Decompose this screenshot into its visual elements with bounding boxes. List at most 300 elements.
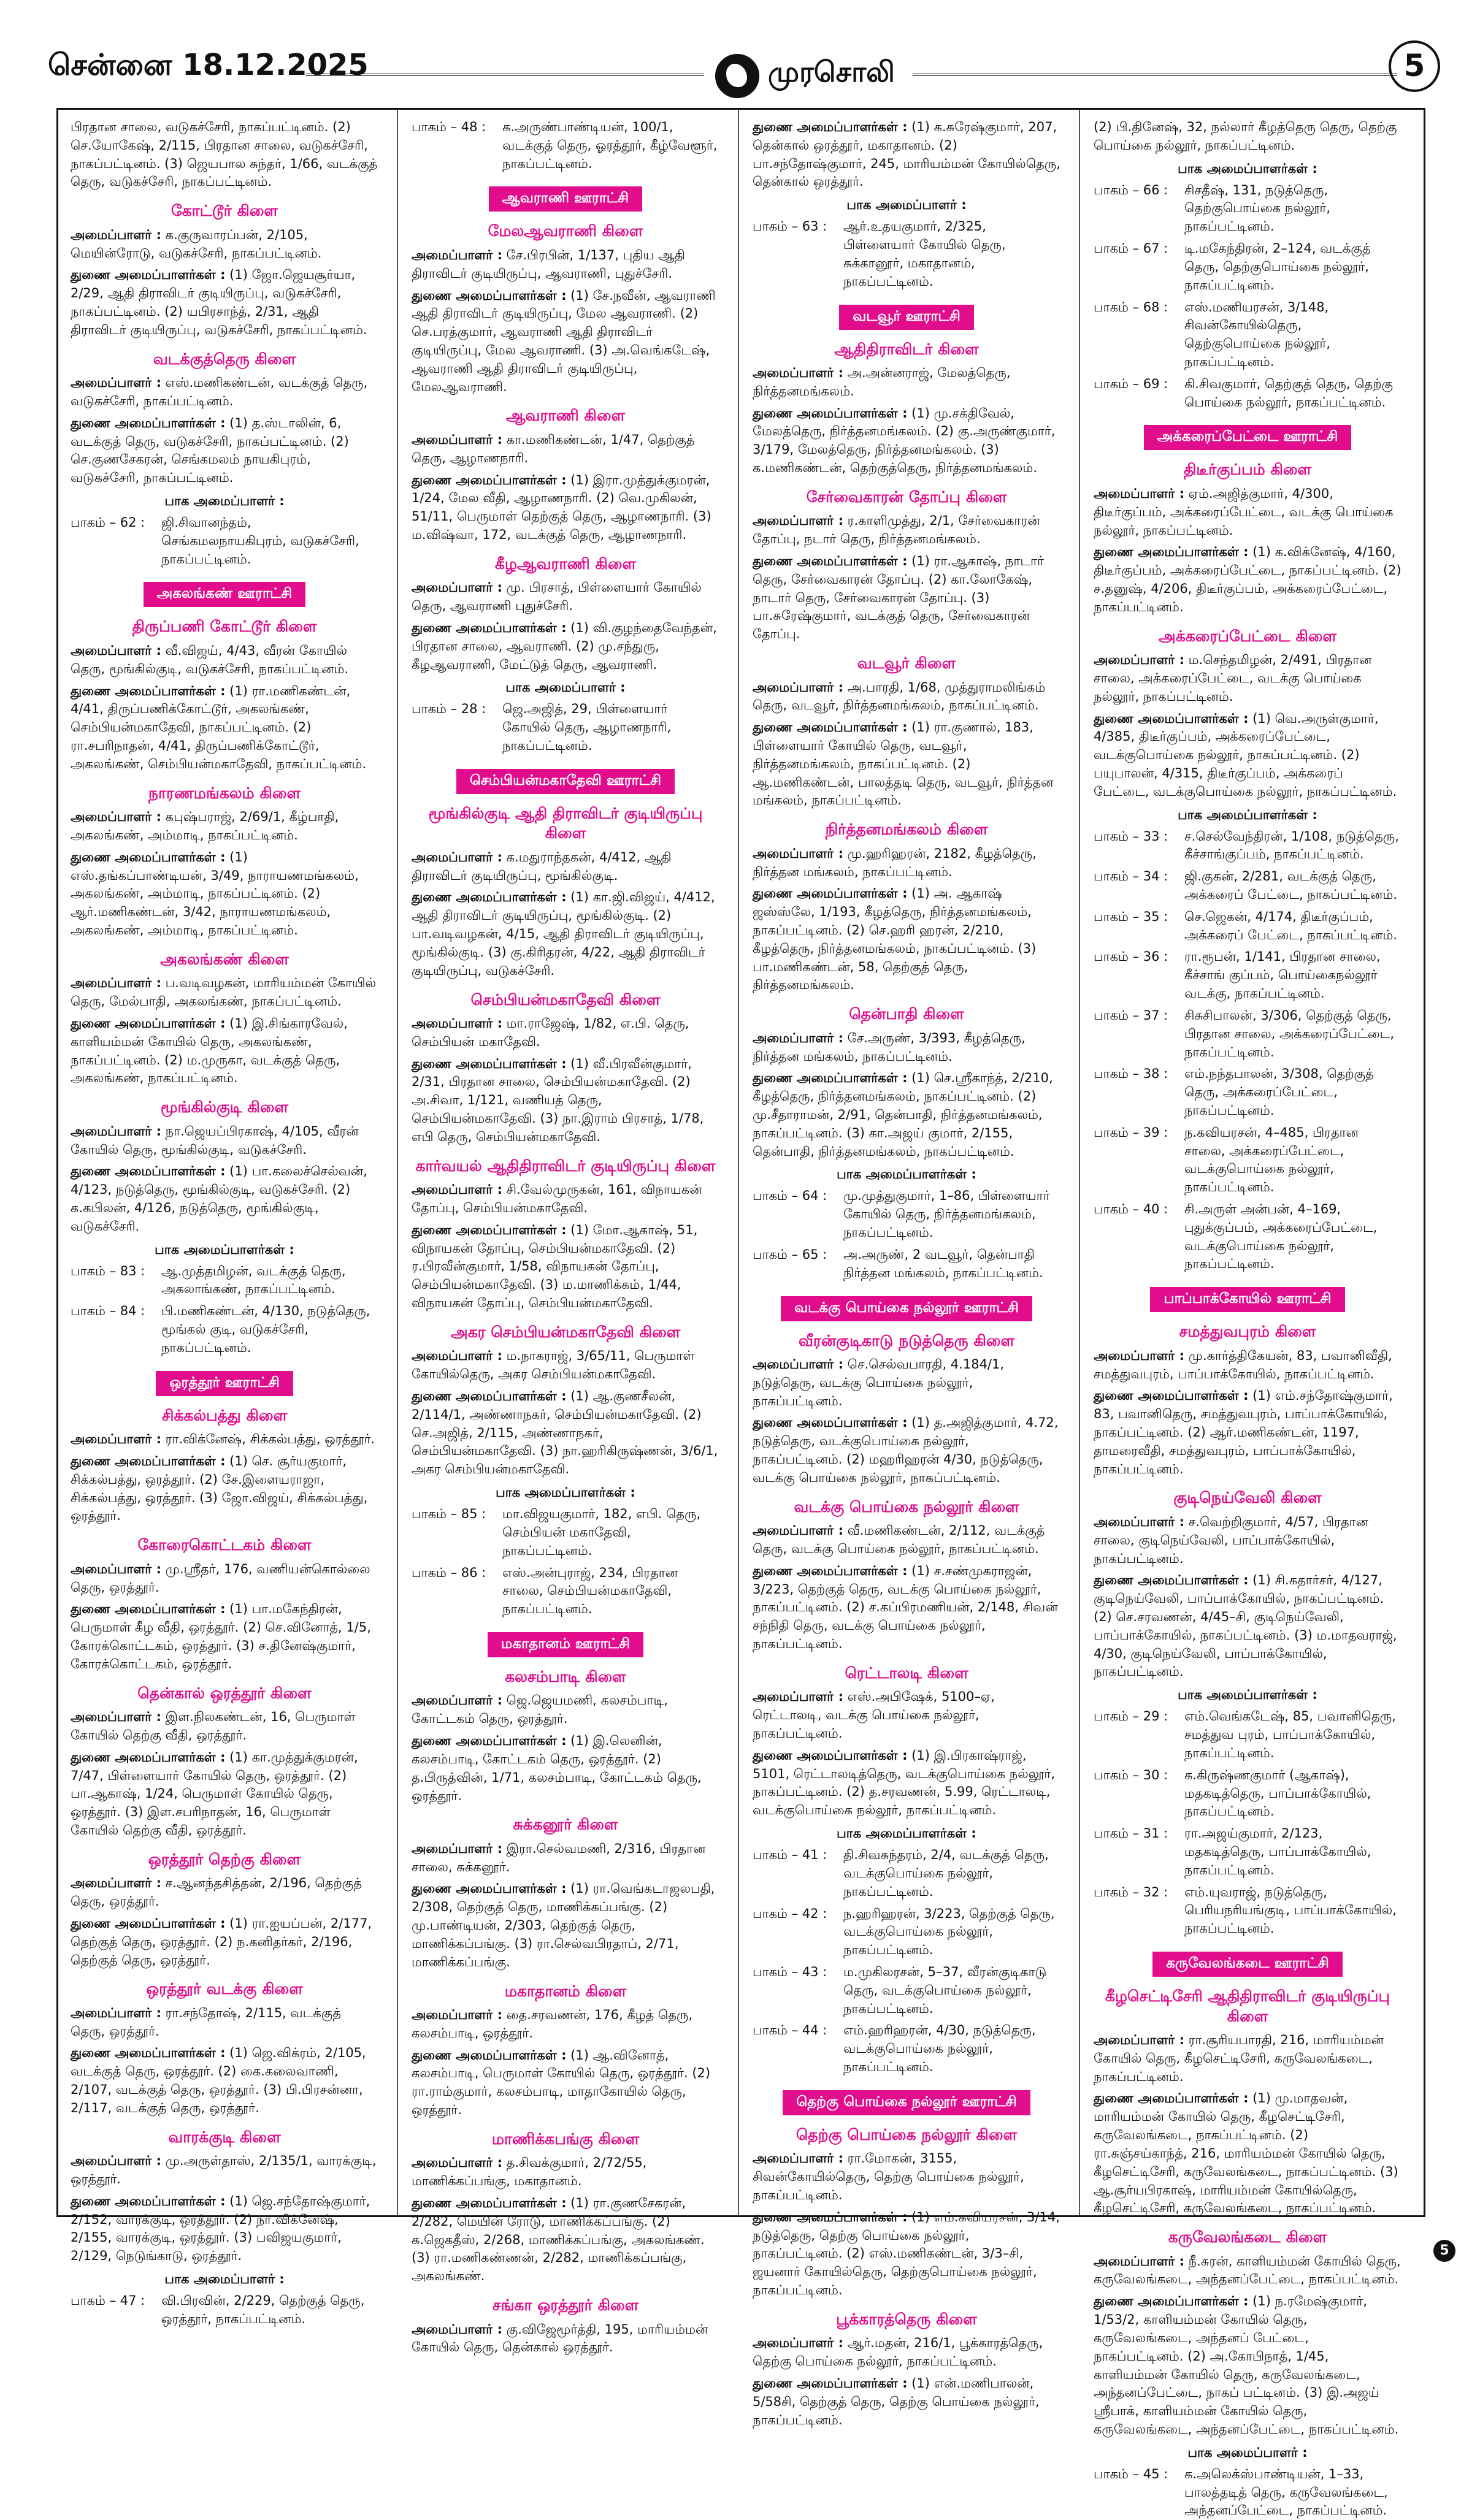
role-label: அமைப்பாளர் : — [753, 1523, 843, 1538]
role-label: அமைப்பாளர் : — [753, 1689, 843, 1705]
organiser-entry — [753, 2150, 1060, 2204]
part-heading: பாக அமைப்பாளர்கள் : — [496, 1485, 635, 1500]
entry-text: ஆர்.உதயகுமார், 2/325, பிள்ளையார் கோயில் தெரு, சுக்கானூர், மகாதானம், நாகப்பட்டினம். — [843, 219, 1006, 289]
role-label: அமைப்பாளர் : — [71, 809, 161, 825]
role-label: துணை அமைப்பாளர்கள் : — [753, 2209, 908, 2224]
entry-text: ஜெ.ஜெயமணி, கலசம்பாடி, கோட்டகம் தெரு, ஒரத்தூர். — [412, 1693, 668, 1727]
entry-text: செ.ஜெகன், 4/174, திடீர்குப்பம், அக்கரைப் பேட்டை, நாகப்பட்டினம். — [1184, 909, 1397, 942]
entry-text: (1) ஜோ.ஜெயசூர்யா, 2/29, ஆதி திராவிடர் குடியிருப்பு, வடுகச்சேரி, நாகப்பட்டினம். (2) யபிரசாந்த், 2/31, ஆதி திராவிடர் குடியிருப்பு, வடுகச்சேரி, நாகப்பட்டினம். — [71, 267, 367, 337]
branch-heading: ஆதிதிராவிடர் கிளை — [834, 340, 979, 358]
entry-text: க.அருண்பாண்டியன், 100/1, வடக்குத் தெரு, ஓரத்தூர், கீழ்வேளூர், நாகப்பட்டினம். — [502, 120, 718, 171]
part-entry — [753, 1846, 1060, 1901]
part-entry — [1094, 1124, 1401, 1197]
role-label: துணை அமைப்பாளர்கள் : — [71, 1602, 226, 1617]
part-entry — [1094, 1201, 1401, 1273]
part-number: பாகம் – 28 : — [412, 701, 486, 717]
entry-text: கு.விஜேமூர்த்தி, 195, மாரியம்மன் கோயில் தெரு, தென்கால் ஒரத்தூர். — [412, 2321, 708, 2355]
entry-text: தை.சரவணன், 176, கீழத் தெரு, கலசம்பாடி, ஒரத்தூர். — [412, 2007, 693, 2041]
deputy-entry — [71, 266, 378, 339]
branch-heading: அகர செம்பியன்மகாதேவி கிளை — [450, 1323, 681, 1341]
role-label: துணை அமைப்பாளர்கள் : — [753, 886, 908, 901]
entry-text: (1) மு.சக்திவேல், மேலத்தெரு, நிர்த்தனமங்கலம். (2) கு.அருண்குமார், 3/179, மேலத்தெரு, நிர்த்தனமங்கலம். (3) க.மணிகண்டன், தெற்குத்தெரு, நிர்த்தனமங்கலம். — [753, 405, 1056, 476]
entry-text: ப.வடிவழகன், மாரியம்மன் கோயில் தெரு, மேல்பாதி, அகலங்கண், நாகப்பட்டினம். — [71, 976, 377, 1009]
entry-text: (1) என்.மணிபாலன், 5/58சி, தெற்குத் தெரு, தெற்கு பொய்கை நல்லூர், நாகப்பட்டினம். — [753, 2375, 1040, 2427]
part-entry — [412, 700, 719, 755]
column-1 — [62, 115, 387, 2326]
entry-text: மு.கார்த்திகேயன், 83, பவானிவீதி, சமத்துவபுரம், பாப்பாக்கோயில், நாகப்பட்டினம். — [1094, 1348, 1392, 1381]
entry-text: (1) ரா.வெங்கடாஜலபதி, 2/308, தெற்குத் தெரு, மாணிக்கப்பங்கு. (2) மு.பாண்டியன், 2/303, தெற்குத் தெரு, மாணிக்கப்பங்கு. (3) ரா.செல்வபிரதாப், 2/71, மாணிக்கப்பங்கு. — [412, 1881, 715, 1969]
part-entry — [1094, 948, 1401, 1002]
role-label: துணை அமைப்பாளர்கள் : — [412, 2196, 567, 2210]
ward-banner: கருவேலங்கடை ஊராட்சி — [1152, 1952, 1343, 1977]
branch-heading: தென்கால் ஒரத்தூர் கிளை — [137, 1684, 312, 1702]
branch-heading: கருவேலங்கடை கிளை — [1168, 2228, 1327, 2247]
branch-heading: கோட்டூர் கிளை — [171, 202, 278, 220]
role-label: துணை அமைப்பாளர்கள் : — [71, 1015, 226, 1031]
role-label: அமைப்பாளர் : — [71, 1432, 161, 1447]
branch-heading: கார்வயல் ஆதிதிராவிடர் குடியிருப்பு கிளை — [415, 1156, 716, 1175]
organiser-entry — [1094, 1347, 1401, 1384]
entry-text: (1) வெ.அருள்குமார், 4/385, திடீர்குப்பம், அக்கரைப்பேட்டை, வடக்குபொய்கை நல்லூர், நாகப்பட்டினம். (2) பயுபாலன், 4/315, திடீர்குப்பம், அக்கரைப் பேட்டை, வடக்குபொய்கை நல்லூர், நாகப்பட்டினம். — [1094, 711, 1397, 799]
entry-text: (1) மு.மாதவன், மாரியம்மன் கோயில் தெரு, கீழசெட்டிசேரி, கருவேலங்கடை, நாகப்பட்டினம். (2) ரா.சுஞ்சய்காந்த், 216, மாரியம்மன் கோயில் தெரு, கீழசெட்டிசேரி, கருவேலங்கடை, நாகப்பட்டினம். (3) ஆ.சூர்யபிரகாஷ், மாரியம்மன் கோயில்தெரு, கீழசெட்டிசேரி, கருவேலங்கடை, நாகப்பட்டினம். — [1094, 2091, 1398, 2216]
role-label: அமைப்பாளர் : — [1094, 2033, 1184, 2047]
entry-text: (1) க.சுரேஷ்குமார், 207, தென்கால் ஒரத்தூர், மகாதானம். (2) பா.சந்தோஷ்குமார், 245, மாரியம்மன் கோயில்தெரு, தென்கால் ஒரத்தூர். — [753, 120, 1060, 189]
entry-text: மா.ராஜேஷ், 1/82, எ.பி. தெரு, செம்பியன் மகாதேவி. — [412, 1016, 689, 1049]
entry-text: வீ.விஜய், 4/43, வீரன் கோயில் தெரு, மூங்கில்குடி, வடுகச்சேரி, நாகப்பட்டினம். — [71, 643, 349, 676]
entry-text: எஸ்.மணியரசன், 3/148, சிவன்கோயில்தெரு, தெற்குபொய்கை நல்லூர், நாகப்பட்டினம். — [1184, 299, 1331, 369]
branch-heading: கோரைகொட்டகம் கிளை — [137, 1536, 312, 1554]
part-number: பாகம் – 32 : — [1094, 1884, 1168, 1900]
continued-text: (2) பி.தினேஷ், 32, நல்லார் கீழத்தெரு தெரு, தெற்கு பொய்கை நல்லூர், நாகப்பட்டினம். — [1094, 120, 1397, 153]
entry-text: இள.நிலகண்டன், 16, பெருமாள் கோயில் தெற்கு வீதி, ஒரத்தூர். — [71, 1709, 356, 1743]
entry-text: மு.ஹரிஹரன், 2182, கீழத்தெரு, நிர்த்தன மங்கலம், நாகப்பட்டினம். — [753, 846, 1037, 879]
entry-text: வி.பிரவின், 2/229, தெற்குத் தெரு, ஒரத்தூர், நாகப்பட்டினம். — [161, 2293, 365, 2326]
entry-text: (1) செ.ஸ்ரீகாந்த், 2/210, கீழத்தெரு, நிர்த்தனமங்கலம், நாகப்பட்டினம். (2) மு.சீதாராமன், 2/91, தென்பாதி, நிர்த்தனமங்கலம், நாகப்பட்டினம். (3) கா.அஜய் குமார், 2/155, தென்பாதி, நிர்த்தனமங்கலம், நாகப்பட்டினம். — [753, 1071, 1053, 1159]
part-number: பாகம் – 67 : — [1094, 241, 1168, 256]
deputy-entry — [412, 2047, 719, 2120]
part-entry — [412, 118, 719, 173]
part-entry — [1094, 2465, 1401, 2520]
organiser-entry — [412, 579, 719, 616]
role-label: துணை அமைப்பாளர்கள் : — [71, 2193, 226, 2209]
entry-text: (1) இ.பிரகாஷ்ராஜ், 5101, ரெட்டாலடித்தெரு, வடக்குபொய்கை நல்லூர், நாகப்பட்டினம். (2) த.சரவணன், 5.99, ரெட்டாலடி, வடக்குபொய்கை நல்லூர், நாகப்பட்டினம். — [753, 1747, 1056, 1818]
entry-text: (1) த.ஸ்டாலின், 6, வடக்குத் தெரு, வடுகச்சேரி, நாகப்பட்டினம். (2) செ.குணசேகரன், செங்கமலம் நாயகிபுரம், வடுகச்சேரி, நாகப்பட்டினம். — [71, 415, 349, 486]
deputy-entry — [412, 472, 719, 544]
organiser-entry — [71, 1560, 378, 1597]
entry-text: மு.முத்துகுமார், 1–86, பிள்ளையார் கோயில் தெரு, நிர்த்தனமங்கலம், நாகப்பட்டினம். — [843, 1188, 1050, 1240]
role-label: துணை அமைப்பாளர்கள் : — [412, 1222, 567, 1237]
role-label: அமைப்பாளர் : — [412, 849, 502, 865]
role-label: அமைப்பாளர் : — [753, 679, 843, 695]
entry-text: ம.செந்தமிழன், 2/491, பிரதான சாலை, அக்கரைப்பேட்டை, வடக்கு பொய்கை நல்லூர், நாகப்பட்டினம். — [1094, 652, 1372, 704]
role-label: துணை அமைப்பாளர்கள் : — [71, 1453, 226, 1468]
organiser-entry — [412, 2154, 719, 2191]
role-label: அமைப்பாளர் : — [71, 2153, 161, 2169]
part-number: பாகம் – 44 : — [753, 2023, 827, 2038]
role-label: துணை அமைப்பாளர்கள் : — [1094, 2091, 1249, 2106]
entry-text: (1) வீ.பிரவீன்குமார், 2/31, பிரதான சாலை, செம்பியன்மகாதேவி. (2) அ.சிவா, 1/121, வணியத் தெரு, செம்பியன்மகாதேவி. (3) நா.இராம் பிரசாத், 1/78, எபி தெரு, செம்பியன்மகாதேவி. — [412, 1056, 704, 1144]
deputy-entry — [71, 682, 378, 774]
role-label: அமைப்பாளர் : — [753, 1030, 843, 1045]
organiser-entry — [753, 512, 1060, 549]
deputy-entry — [412, 2194, 719, 2286]
branch-heading: கீழஆவராணி கிளை — [494, 554, 637, 573]
entry-text: கபுஷ்பராஜ், 2/69/1, கீழ்பாதி, அகலங்கண், அம்மாடி, நாகப்பட்டினம். — [71, 809, 339, 842]
entry-text: ம.நாகராஜ், 3/65/11, பெருமாள் கோயில்தெரு, அகர செம்பியன்மகாதேவி. — [412, 1348, 695, 1382]
deputy-entry — [71, 1915, 378, 1969]
organiser-entry — [71, 642, 378, 679]
branch-heading: சேர்வைகாரன் தோப்பு கிளை — [806, 487, 1007, 506]
entry-text: மு.ஸ்ரீதர், 176, வணியன்கொல்லை தெரு, ஒரத்தூர். — [71, 1561, 370, 1595]
role-label: துணை அமைப்பாளர்கள் : — [71, 267, 226, 283]
organiser-entry — [412, 2321, 719, 2358]
part-number: பாகம் – 86 : — [412, 1565, 486, 1580]
entry-text: ரா.விக்னேஷ், சிக்கல்பத்து, ஒரத்தூர். — [165, 1432, 375, 1447]
role-label: அமைப்பாளர் : — [753, 2335, 843, 2351]
branch-heading: மாணிக்கபங்கு கிளை — [491, 2129, 640, 2148]
organiser-entry — [412, 1181, 719, 1218]
part-number: பாகம் – 43 : — [753, 1964, 827, 1979]
branch-heading: சிக்கல்பத்து கிளை — [161, 1406, 288, 1424]
role-label: அமைப்பாளர் : — [412, 2155, 502, 2171]
entry-text: சி.அருள் அன்பன், 4–169, புதுக்குப்பம், அக்கரைப்பேட்டை, வடக்குபொய்கை நல்லூர், நாகப்பட்டினம். — [1184, 1202, 1378, 1272]
organiser-entry — [412, 2006, 719, 2043]
deputy-entry — [71, 1749, 378, 1840]
ward-banner: தெற்கு பொய்கை நல்லூர் ஊராட்சி — [783, 2090, 1030, 2115]
organiser-entry — [412, 1015, 719, 1052]
entry-text: ந.கவியரசன், 4–485, பிரதான சாலை, அக்கரைப்பேட்டை, வடக்குபொய்கை நல்லூர், நாகப்பட்டினம். — [1184, 1124, 1359, 1195]
entry-text: (1) இ.லெனின், கலசம்பாடி, கோட்டகம் தெரு, ஒரத்தூர். (2) த.பிருத்வின், 1/71, கலசம்பாடி, கோட்டகம் தெரு, ஒரத்தூர். — [412, 1733, 702, 1803]
entry-text: க.மதுராந்தகன், 4/412, ஆதி திராவிடர் குடியிருப்பு, மூங்கில்குடி. — [412, 849, 672, 883]
branch-heading: அக்கரைப்பேட்டை கிளை — [1158, 627, 1337, 645]
part-heading: பாக அமைப்பாளர்கள் : — [837, 1167, 976, 1182]
part-number: பாகம் – 47 : — [71, 2293, 145, 2308]
entry-text: ஜெ.அஜித், 29, பிள்ளையார் கோயில் தெரு, ஆழாணநாரி, நாகப்பட்டினம். — [502, 701, 672, 753]
organiser-entry — [71, 226, 378, 263]
entry-text: அ.பாரதி, 1/68, முத்துராமலிங்கம் தெரு, வடவூர், நிர்த்தனமங்கலம், நாகப்பட்டினம். — [753, 679, 1046, 713]
organiser-entry — [412, 849, 719, 885]
ward-banner: அக்கரைப்பேட்டை ஊராட்சி — [1144, 425, 1352, 450]
entry-text: (1) இரா.முத்துக்குமரன், 1/24, மேல வீதி, ஆழாணநாரி. (2) வெ.முகிலன், 51/11, பெருமாள் தெற்குத் தெரு, ஆழாணநாரி. (3) ம.விஷ்வா, 172, வடக்குத் தெரு, ஆழாணநாரி. — [412, 472, 711, 542]
role-label: அமைப்பாளர் : — [1094, 486, 1184, 501]
part-number: பாகம் – 36 : — [1094, 949, 1168, 964]
entry-text: எம்.யுவராஜ், நடுத்தெரு, பெரியநரியங்குடி, பாப்பாக்கோயில், நாகப்பட்டினம். — [1184, 1884, 1397, 1936]
entry-text: சே.பிரபின், 1/137, புதிய ஆதி திராவிடர் குடியிருப்பு, ஆவராணி, புதுச்சேரி. — [412, 247, 685, 281]
entry-text: எஸ்.மணிகண்டன், வடக்குத் தெரு, வடுகச்சேரி, நாகப்பட்டினம். — [71, 375, 368, 408]
entry-text: ஜி.குகன், 2/281, வடக்குத் தெரு, அக்கரைப் பேட்டை, நாகப்பட்டினம். — [1184, 869, 1397, 902]
role-label: துணை அமைப்பாளர்கள் : — [753, 2375, 908, 2391]
entry-text: (1) ரா.ஆகாஷ், நாடார் தெரு, சேர்வைகாரன் தோப்பு. (2) கா.லோகேஷ், நாடார் தெரு, சேர்வைகாரன் தோப்பு. (3) பா.சுரேஷ்குமார், வடக்குத் தெரு, சேர்வைகாரன் தோப்பு. — [753, 554, 1044, 642]
part-entry — [1094, 240, 1401, 294]
branch-heading: ஆவராணி கிளை — [505, 407, 626, 425]
part-number: பாகம் – 42 : — [753, 1906, 827, 1921]
deputy-entry — [71, 1600, 378, 1673]
organiser-entry — [753, 1356, 1060, 1410]
organiser-entry — [753, 679, 1060, 716]
ward-banner: வடக்கு பொய்கை நல்லூர் ஊராட்சி — [781, 1296, 1032, 1321]
part-number: பாகம் – 37 : — [1094, 1007, 1168, 1023]
role-label: துணை அமைப்பாளர்கள் : — [412, 2047, 567, 2063]
role-label: அமைப்பாளர் : — [412, 1693, 502, 1708]
role-label: துணை அமைப்பாளர்கள் : — [412, 890, 567, 905]
organiser-entry — [1094, 1513, 1401, 1568]
branch-heading: வாரக்குடி கிளை — [168, 2128, 281, 2146]
role-label: அமைப்பாளர் : — [412, 432, 502, 447]
role-label: அமைப்பாளர் : — [412, 1016, 502, 1031]
part-number: பாகம் – 84 : — [71, 1304, 145, 1319]
role-label: அமைப்பாளர் : — [1094, 1514, 1184, 1529]
role-label: துணை அமைப்பாளர்கள் : — [71, 849, 226, 865]
organiser-entry — [71, 1430, 378, 1449]
branch-heading: மகாதானம் கிளை — [504, 1982, 627, 2000]
part-entry — [1094, 375, 1401, 412]
role-label: அமைப்பாளர் : — [753, 2151, 843, 2166]
organiser-entry — [753, 1688, 1060, 1743]
part-heading: பாக அமைப்பாளர் : — [1187, 2445, 1308, 2460]
branch-heading: செம்பியன்மகாதேவி கிளை — [470, 990, 661, 1009]
organiser-entry — [412, 1692, 719, 1728]
deputy-entry — [412, 619, 719, 674]
part-entry — [1094, 181, 1401, 236]
entry-text: சிசதீஷ், 131, நடுத்தெரு, தெற்குபொய்கை நல்லூர், நாகப்பட்டினம். — [1184, 182, 1331, 234]
role-label: அமைப்பாளர் : — [412, 1348, 502, 1364]
organiser-entry — [412, 246, 719, 283]
entry-text: க.குருவாரப்பன், 2/105, மெயின்ரோடு, வடுகச்சேரி, நாகப்பட்டினம். — [71, 227, 322, 261]
role-label: துணை அமைப்பாளர்கள் : — [71, 683, 226, 698]
column-3 — [744, 115, 1069, 2427]
part-heading: பாக அமைப்பாளர்கள் : — [1178, 161, 1317, 176]
entry-text: (1) ந.ரமேஷ்குமார், 1/53/2, காளியம்மன் கோயில் தெரு, கருவேலங்கடை, அந்தனப் பேட்டை, நாகப்பட்டினம். (2) அ.கோபிநாத், 1/45, காளியம்மன் கோயில் தெரு, கருவேலங்கடை, அந்தனப்பேட்டை, நாகப் பட்டினம். (3) இ.அஜய் ஸ்ரீபாக், காளியம்மன் கோயில் தெரு, கருவேலங்கடை, அந்தனப்பேட்டை, நாகப்பட்டினம். — [1094, 2294, 1399, 2437]
part-number: பாகம் – 85 : — [412, 1506, 486, 1522]
role-label: துணை அமைப்பாளர்கள் : — [71, 1749, 226, 1765]
deputy-entry — [753, 552, 1060, 644]
entry-text: கி.சிவகுமார், தெற்குத் தெரு, தெற்கு பொய்கை நல்லூர், நாகப்பட்டினம். — [1184, 376, 1394, 410]
entry-text: அ.அன்னராஜ், மேலத்தெரு, நிர்த்தனமங்கலம். — [753, 365, 1011, 399]
deputy-entry — [753, 1414, 1060, 1487]
part-heading: பாக அமைப்பாளர் : — [164, 494, 285, 508]
footer-page-number: 5 — [1433, 2240, 1455, 2262]
entry-text: நா.ஜெயப்பிரகாஷ், 4/105, வீரன் கோயில் தெரு, மூங்கில்குடி, வடுகச்சேரி. — [71, 1123, 359, 1157]
entry-text: எம்.நந்தபாலன், 3/308, தெற்குத் தெரு, அக்கரைப்பேட்டை, நாகப்பட்டினம். — [1184, 1066, 1374, 1118]
role-label: அமைப்பாளர் : — [412, 1182, 502, 1197]
entry-text: (1) த.அஜித்குமார், 4.72, நடுத்தெரு, வடக்குபொய்கை நல்லூர், நாகப்பட்டினம். (2) மஹரிஹரன் 4/30, நடுத்தெரு, வடக்கு பொய்கை நல்லூர், நாகப்பட்டினம். — [753, 1415, 1059, 1485]
deputy-entry — [412, 1732, 719, 1805]
entry-text: மு. பிரசாத், பிள்ளையார் கோயில் தெரு, ஆவராணி புதுச்சேரி. — [412, 580, 702, 614]
part-number: பாகம் – 35 : — [1094, 909, 1168, 924]
part-number: பாகம் – 40 : — [1094, 1202, 1168, 1216]
entry-text: வீ.மணிகண்டன், 2/112, வடக்குத் தெரு, வடக்கு பொய்கை நல்லூர், நாகப்பட்டினம். — [753, 1523, 1045, 1556]
organiser-entry — [753, 845, 1060, 882]
entry-text: ச.ஆனந்தசித்தன், 2/196, தெற்குத் தெரு, ஒரத்தூர். — [71, 1876, 362, 1909]
organiser-entry — [1094, 2253, 1401, 2289]
part-heading: பாக அமைப்பாளர்கள் : — [1178, 807, 1317, 822]
column-divider — [738, 110, 739, 2215]
entry-text: ந.ஹரிஹரன், 3/223, தெற்குத் தெரு, வடக்குபொய்கை நல்லூர், நாகப்பட்டினம். — [843, 1906, 1055, 1958]
branch-heading: வடக்குத்தெரு கிளை — [153, 349, 296, 368]
branch-heading: ஒரத்தூர் தெற்கு கிளை — [148, 1850, 301, 1868]
part-entry — [1094, 1007, 1401, 1061]
organiser-entry — [71, 374, 378, 411]
entry-text: இரா.செல்வமணி, 2/316, பிரதான சாலை, சுக்கனூர். — [412, 1841, 706, 1874]
entry-text: அ.அருண், 2 வடவூர், தென்பாதி நிர்த்தன மங்கலம், நாகப்பட்டினம். — [843, 1247, 1043, 1280]
role-label: துணை அமைப்பாளர்கள் : — [1094, 544, 1249, 560]
part-entry — [1094, 1825, 1401, 1879]
role-label: அமைப்பாளர் : — [71, 2005, 161, 2020]
entry-text: ரா.சந்தோஷ், 2/115, வடக்குத் தெரு, ஒரத்தூர். — [71, 2005, 341, 2039]
part-heading: பாக அமைப்பாளர்கள் : — [155, 1242, 294, 1257]
entry-text: ரா.ரூபன், 1/141, பிரதான சாலை, கீச்சாங் குப்பம், பொய்கைநல்லூர் வடக்கு, நாகப்பட்டினம். — [1184, 949, 1381, 1001]
branch-heading: பூக்காரத்தெரு கிளை — [836, 2310, 977, 2328]
branch-heading: திடீர்குப்பம் கிளை — [1183, 460, 1312, 479]
entry-text: த.சிவக்குமார், 2/72/55, மாணிக்கப்பங்கு, மகாதானம். — [412, 2155, 647, 2189]
part-entry — [753, 1905, 1060, 1960]
role-label: அமைப்பாளர் : — [1094, 2253, 1184, 2269]
deputy-entry — [412, 287, 719, 397]
part-number: பாகம் – 62 : — [71, 515, 145, 530]
deputy-entry — [1094, 2293, 1401, 2439]
entry-text: (1) சே.நவீன், ஆவராணி ஆதி திராவிடர் குடியிருப்பு, மேல ஆவராணி. (2) செ.பரத்குமார், ஆவராணி ஆதி திராவிடர் குடியிருப்பு, மேல ஆவராணி. (3) அ.வெங்கடேஷ், ஆவராணி ஆதி திராவிடர் குடியிருப்பு, மேலஆவராணி. — [412, 288, 716, 394]
branch-heading: மூங்கில்குடி ஆதி திராவிடர் குடியிருப்பு கிளை — [428, 804, 703, 842]
entry-text: எம்.ஹரிஹரன், 4/30, நடுத்தெரு, வடக்குபொய்கை நல்லூர், நாகப்பட்டினம். — [843, 2023, 1036, 2074]
role-label: துணை அமைப்பாளர்கள் : — [753, 1563, 908, 1578]
part-number: பாகம் – 63 : — [753, 219, 827, 234]
deputy-entry — [71, 1453, 378, 1525]
role-label: துணை அமைப்பாளர்கள் : — [753, 405, 908, 421]
part-entry — [1094, 1708, 1401, 1762]
entry-text: தி.சிவசுந்தரம், 2/4, வடக்குத் தெரு, வடக்குபொய்கை நல்லூர், நாகப்பட்டினம். — [843, 1847, 1049, 1899]
deputy-entry — [753, 1562, 1060, 1654]
branch-heading: ஒரத்தூர் வடக்கு கிளை — [146, 1980, 303, 1998]
part-entry — [753, 1246, 1060, 1283]
role-label: துணை அமைப்பாளர்கள் : — [412, 288, 567, 303]
entry-text: பி.மணிகண்டன், 4/130, நடுத்தெரு, மூங்கல் குடி, வடுகச்சேரி, நாகப்பட்டினம். — [161, 1304, 370, 1355]
entry-text: (1) ஜெ.சந்தோஷ்குமார், 2/152, வாரக்குடி, ஒரத்தூர். (2) நா.விக்னேஷ், 2/155, வாரக்குடி, ஒரத்தூர். (3) பவிஜயகுமார், 2/129, நெடுங்காடு, ஒரத்தூர். — [71, 2193, 370, 2264]
edition-date: சென்னை 18.12.2025 — [48, 48, 369, 82]
entry-text: (1) பா.மகேந்திரன், பெருமாள் கீழ வீதி, ஒரத்தூர். (2) செ.வினோத், 1/5, கோரக்கொட்டகம், ஒரத்தூர். (3) ச.தினேஷ்குமார், கோரக்கொட்டகம், ஒரத்தூர். — [71, 1602, 371, 1671]
branch-heading: வடக்கு பொய்கை நல்லூர் கிளை — [794, 1497, 1019, 1516]
part-entry — [753, 1187, 1060, 1242]
entry-text: கா.மணிகண்டன், 1/47, தெற்குத் தெரு, ஆழாணநாரி. — [412, 432, 695, 465]
part-entry — [1094, 868, 1401, 904]
role-label: அமைப்பாளர் : — [71, 375, 161, 391]
entry-text: ச.செல்வேந்திரன், 1/108, நடுத்தெரு, கீச்சாங்குப்பம், நாகப்பட்டினம். — [1184, 828, 1399, 862]
part-heading: பாக அமைப்பாளர் : — [164, 2272, 285, 2287]
ward-banner: வடவூர் ஊராட்சி — [839, 305, 973, 330]
role-label: துணை அமைப்பாளர்கள் : — [71, 1164, 226, 1179]
part-entry — [71, 514, 378, 568]
organiser-entry — [71, 2004, 378, 2041]
deputy-entry — [753, 719, 1060, 810]
part-number: பாகம் – 66 : — [1094, 182, 1168, 197]
role-label: அமைப்பாளர் : — [71, 643, 161, 658]
role-label: அமைப்பாளர் : — [412, 1841, 502, 1856]
deputy-entry — [71, 1015, 378, 1088]
branch-heading: கீழசெட்டிசேரி ஆதிதிராவிடர் குடியிருப்பு கிளை — [1105, 1987, 1390, 2025]
entry-text: (1) ஆ.வினோத், கலசம்பாடி, பெருமாள் கோயில் தெரு, ஒரத்தூர். (2) ரா.ராம்குமார், கலசம்பாடி, மாதாகோயில் தெரு, ஒரத்தூர். — [412, 2047, 711, 2118]
part-number: பாகம் – 29 : — [1094, 1709, 1168, 1724]
deputy-entry — [753, 118, 1060, 191]
entry-text: எம்.வெங்கடேஷ், 85, பவானிதெரு, சமத்துவ புரம், பாப்பாக்கோயில், நாகப்பட்டினம். — [1184, 1709, 1396, 1760]
deputy-entry — [1094, 1387, 1401, 1478]
entry-text: மு.அருள்தாஸ், 2/135/1, வாரக்குடி, ஒரத்தூர். — [71, 2153, 377, 2186]
deputy-entry — [753, 1069, 1060, 1161]
deputy-entry — [71, 849, 378, 940]
role-label: துணை அமைப்பாளர்கள் : — [753, 720, 908, 735]
role-label: துணை அமைப்பாளர்கள் : — [412, 1881, 567, 1896]
entry-text: எஸ்.அபிஷேக், 5100–ஏ, ரெட்டாலடி, வடக்கு பொய்கை நல்லூர், நாகப்பட்டினம். — [753, 1689, 995, 1741]
role-label: அமைப்பாளர் : — [1094, 1348, 1184, 1363]
column-divider — [397, 110, 398, 2215]
role-label: துணை அமைப்பாளர்கள் : — [1094, 2294, 1249, 2309]
ward-banner: மகாதானம் ஊராட்சி — [488, 1632, 643, 1657]
part-entry — [412, 1505, 719, 1560]
branch-heading: மூங்கில்குடி கிளை — [160, 1098, 289, 1117]
role-label: துணை அமைப்பாளர்கள் : — [753, 1747, 908, 1763]
part-number: பாகம் – 38 : — [1094, 1066, 1168, 1082]
part-entry — [753, 1963, 1060, 2018]
role-label: துணை அமைப்பாளர்கள் : — [412, 1389, 567, 1403]
ward-banner: செம்பியன்மகாதேவி ஊராட்சி — [456, 769, 675, 794]
entry-text: (1) க.விக்னேஷ், 4/160, திடீர்குப்பம், அக்கரைப்பேட்டை, நாகப்பட்டினம். (2) ச.தனுஷ், 4/206, திடீர்குப்பம், அக்கரைப்பேட்டை, நாகப்பட்டினம். — [1094, 544, 1401, 614]
deputy-entry — [1094, 2090, 1401, 2218]
organiser-entry — [1094, 485, 1401, 540]
organiser-entry — [71, 1708, 378, 1745]
branch-heading: குடிநெய்வேலி கிளை — [1173, 1489, 1322, 1507]
entry-text: (1) ச.சண்முகராஜன், 3/223, தெற்குத் தெரு, வடக்கு பொய்கை நல்லூர், நாகப்பட்டினம். (2) ச.கப்பிரமணியன், 2/148, சிவன் சந்நிதி தெரு, வடக்கு பொய்கை நல்லூர், நாகப்பட்டினம். — [753, 1563, 1058, 1652]
page-number-badge: 5 — [1389, 40, 1440, 92]
deputy-entry — [412, 888, 719, 980]
role-label: அமைப்பாளர் : — [412, 2321, 502, 2337]
part-number: பாகம் – 45 : — [1094, 2466, 1168, 2481]
part-entry — [71, 2292, 378, 2329]
branch-heading: சமத்துவபுரம் கிளை — [1179, 1323, 1316, 1341]
deputy-entry — [412, 1221, 719, 1313]
entry-text: க.கிருஷ்ணகுமார் (ஆகாஷ்), மதகடித்தெரு, பாப்பாக்கோயில், நாகப்பட்டினம். — [1184, 1767, 1371, 1819]
column-divider — [1079, 110, 1080, 2215]
entry-text: (1) ஆ.குணசீலன், 2/114/1, அண்ணாநகர், செம்பியன்மகாதேவி. (2) செ.அஜித், 2/115, அண்ணாநகர், செம்பியன்மகாதேவி. (3) நா.ஹரிகிருஷ்ணன், 3/6/1, அகர செம்பியன்மகாதேவி. — [412, 1389, 718, 1477]
masthead-rule-left — [305, 74, 704, 76]
part-heading: பாக அமைப்பாளர்கள் : — [1178, 1687, 1317, 1703]
deputy-entry — [71, 2044, 378, 2117]
entry-text: ஜி.சிவானந்தம், செங்கமலநாயகிபுரம், வடுகச்சேரி, நாகப்பட்டினம். — [161, 515, 359, 567]
entry-text: ச.வெற்றிகுமார், 4/57, பிரதான சாலை, குடிநெய்வேலி, பாப்பாக்கோயில், நாகப்பட்டினம். — [1094, 1514, 1369, 1566]
part-number: பாகம் – 39 : — [1094, 1124, 1168, 1140]
masthead-logo — [715, 53, 899, 102]
entry-text: (1) ரா.குணசேகரன், 2/282, மெயின் ரோடு, மாணிக்கப்பங்கு. (2) க.ஜெகதீஸ், 2/268, மாணிக்கப்பங்கு, அகலங்கண். (3) ரா.மணிகண்ணன், 2/282, மாணிக்கப்பங்கு, அகலங்கண். — [412, 2196, 705, 2284]
role-label: துணை அமைப்பாளர்கள் : — [753, 1071, 908, 1086]
role-label: அமைப்பாளர் : — [753, 846, 843, 861]
entry-text: (1) மோ.ஆகாஷ், 51, விநாயகன் தோப்பு, செம்பியன்மகாதேவி. (2) ர.பிரவீன்குமார், 1/58, விநாயகன் தோப்பு, செம்பியன்மகாதேவி. (3) ம.மாணிக்கம், 1/44, விநாயகன் தோப்பு, செம்பியன்மகாதேவி. — [412, 1222, 698, 1311]
role-label: அமைப்பாளர் : — [71, 227, 161, 242]
part-entry — [1094, 828, 1401, 865]
part-entry — [1094, 299, 1401, 372]
role-label: துணை அமைப்பாளர்கள் : — [1094, 1388, 1249, 1403]
role-label: துணை அமைப்பாளர்கள் : — [1094, 711, 1249, 726]
branch-heading: வடவூர் கிளை — [857, 654, 956, 673]
entry-text: மா.விஜயகுமார், 182, எபி. தெரு, செம்பியன் மகாதேவி, நாகப்பட்டினம். — [502, 1506, 701, 1558]
entry-text: (1) அ. ஆகாஷ் ஜஸ்ஸ்லே, 1/193, கீழத்தெரு, நிர்த்தனமங்கலம், நாகப்பட்டினம். (2) செ.ஹரி ஹரன், 2/210, கீழத்தெரு, நிர்த்தனமங்கலம், நாகப்பட்டினம். (3) பா.மணிகண்டன், 58, தெற்குத் தெரு, நிர்த்தனமங்கலம். — [753, 886, 1037, 993]
entry-text: (1) எம்.சந்தோஷ்குமார், 83, பவானிதெரு, சமத்துவபுரம், பாப்பாக்கோயில், நாகப்பட்டினம். (2) ஆர்.மணிகண்டன், 1197, தாமரைவீதி, சமத்துவபுரம், பாப்பாக்கோயில், நாகப்பட்டினம். — [1094, 1388, 1393, 1476]
entry-text: ரா.சூரியபாரதி, 216, மாரியம்மன் கோயில் தெரு, கீழசெட்டிசேரி, கருவேலங்கடை, நாகப்பட்டினம். — [1094, 2033, 1384, 2084]
role-label: துணை அமைப்பாளர்கள் : — [753, 120, 908, 134]
deputy-entry — [412, 1880, 719, 1971]
entry-text: (1) பா.கலைச்செல்வன், 4/123, நடுத்தெரு, மூங்கில்குடி, வடுகச்சேரி. (2) க.கபிலன், 4/126, நடுத்தெரு, மூங்கில்குடி, வடுகச்சேரி. — [71, 1164, 367, 1234]
branch-heading: வீரன்குடிகாடு நடுத்தெரு கிளை — [798, 1331, 1015, 1350]
entry-text: (1) ரா.ஐயப்பன், 2/177, தெற்குத் தெரு, ஒரத்தூர். (2) ந.கனிதர்கர், 2/196, தெற்குத் தெரு, ஒரத்தூர். — [71, 1915, 372, 1968]
entry-text: டி.மகேந்திரன், 2–124, வடக்குத் தெரு, தெற்குபொய்கை நல்லூர், நாகப்பட்டினம். — [1184, 241, 1371, 292]
part-number: பாகம் – 65 : — [753, 1247, 827, 1262]
role-label: அமைப்பாளர் : — [753, 1357, 843, 1372]
